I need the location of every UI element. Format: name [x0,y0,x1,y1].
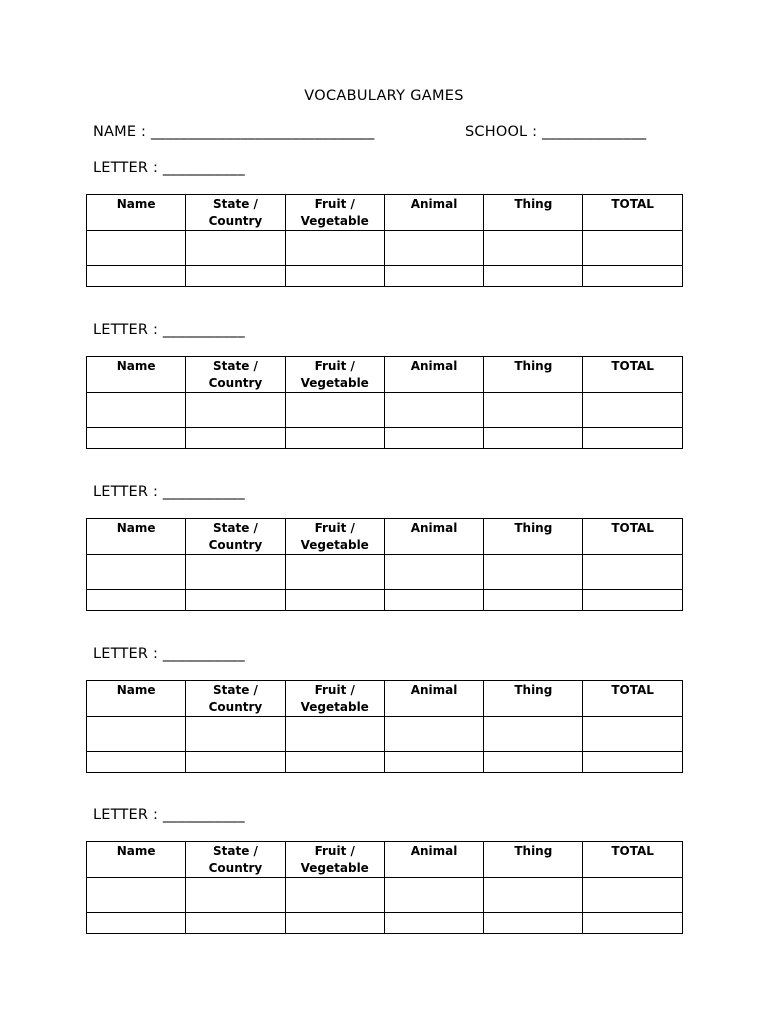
table-row [87,878,683,913]
answer-cell[interactable] [87,393,186,428]
column-header: TOTAL [583,519,682,555]
column-header: Name [87,357,186,393]
answer-cell[interactable] [87,590,186,611]
answer-cell[interactable] [186,913,285,934]
column-header: Name [87,195,186,231]
answer-cell[interactable] [285,428,384,449]
answer-cell[interactable] [583,428,682,449]
column-header: Fruit / Vegetable [285,519,384,555]
answer-cell[interactable] [87,555,186,590]
answer-cell[interactable] [484,266,583,287]
column-header: TOTAL [583,842,682,878]
answer-cell[interactable] [384,428,483,449]
answer-cell[interactable] [186,555,285,590]
column-header: Thing [484,357,583,393]
answer-cell[interactable] [87,913,186,934]
answer-cell[interactable] [186,231,285,266]
answer-cell[interactable] [583,913,682,934]
answer-cell[interactable] [484,878,583,913]
answer-cell[interactable] [384,266,483,287]
column-header: Animal [384,681,483,717]
answer-cell[interactable] [87,266,186,287]
column-header: TOTAL [583,681,682,717]
column-header: Thing [484,681,583,717]
column-header: Fruit / Vegetable [285,357,384,393]
answer-cell[interactable] [384,555,483,590]
column-header: Animal [384,195,483,231]
answer-cell[interactable] [484,717,583,752]
answer-cell[interactable] [87,231,186,266]
table-row [87,266,683,287]
answer-cell[interactable] [484,752,583,773]
letter-field-line[interactable]: LETTER : ___________ [93,322,245,338]
letter-field-line[interactable]: LETTER : ___________ [93,807,245,823]
answer-cell[interactable] [583,878,682,913]
column-header: Thing [484,842,583,878]
answer-cell[interactable] [583,393,682,428]
answer-cell[interactable] [583,231,682,266]
answer-cell[interactable] [583,555,682,590]
score-table [86,356,683,449]
answer-cell[interactable] [285,590,384,611]
column-header: State / Country [186,519,285,555]
score-table [86,518,683,611]
answer-cell[interactable] [285,231,384,266]
column-header: Name [87,842,186,878]
column-header: State / Country [186,842,285,878]
column-header: State / Country [186,357,285,393]
table-header-row [87,681,683,717]
column-header: TOTAL [583,357,682,393]
answer-cell[interactable] [87,428,186,449]
answer-cell[interactable] [285,393,384,428]
answer-cell[interactable] [384,393,483,428]
answer-cell[interactable] [384,717,483,752]
column-header: Name [87,519,186,555]
answer-cell[interactable] [186,752,285,773]
column-header: TOTAL [583,195,682,231]
letter-field-line[interactable]: LETTER : ___________ [93,160,245,176]
answer-cell[interactable] [285,913,384,934]
column-header: Animal [384,357,483,393]
answer-cell[interactable] [583,590,682,611]
column-header: Animal [384,519,483,555]
table-header-row [87,842,683,878]
answer-cell[interactable] [384,590,483,611]
answer-cell[interactable] [285,878,384,913]
column-header: State / Country [186,681,285,717]
answer-cell[interactable] [285,555,384,590]
table-header-row [87,357,683,393]
answer-cell[interactable] [285,717,384,752]
column-header: Thing [484,519,583,555]
column-header: Thing [484,195,583,231]
score-table [86,841,683,934]
answer-cell[interactable] [384,878,483,913]
column-header: Name [87,681,186,717]
letter-field-line[interactable]: LETTER : ___________ [93,484,245,500]
answer-cell[interactable] [186,590,285,611]
page-title: VOCABULARY GAMES [304,88,464,104]
answer-cell[interactable] [186,717,285,752]
answer-cell[interactable] [87,717,186,752]
answer-cell[interactable] [384,752,483,773]
table-header-row [87,195,683,231]
letter-field-line[interactable]: LETTER : ___________ [93,646,245,662]
answer-cell[interactable] [186,393,285,428]
table-row [87,913,683,934]
table-row [87,231,683,266]
answer-cell[interactable] [484,590,583,611]
column-header: Fruit / Vegetable [285,195,384,231]
answer-cell[interactable] [87,752,186,773]
answer-cell[interactable] [285,266,384,287]
answer-cell[interactable] [583,752,682,773]
answer-cell[interactable] [484,913,583,934]
answer-cell[interactable] [484,231,583,266]
table-row [87,752,683,773]
table-row [87,590,683,611]
answer-cell[interactable] [87,878,186,913]
answer-cell[interactable] [484,428,583,449]
column-header: Fruit / Vegetable [285,842,384,878]
column-header: Fruit / Vegetable [285,681,384,717]
table-header-row [87,519,683,555]
answer-cell[interactable] [285,752,384,773]
table-row [87,393,683,428]
table-row [87,555,683,590]
answer-cell[interactable] [583,266,682,287]
answer-cell[interactable] [484,393,583,428]
table-row [87,428,683,449]
answer-cell[interactable] [484,555,583,590]
score-table [86,194,683,287]
answer-cell[interactable] [186,878,285,913]
column-header: Animal [384,842,483,878]
column-header: State / Country [186,195,285,231]
answer-cell[interactable] [583,717,682,752]
answer-cell[interactable] [186,428,285,449]
name-field-line[interactable]: NAME : ______________________________ [93,124,375,140]
answer-cell[interactable] [384,913,483,934]
answer-cell[interactable] [186,266,285,287]
table-row [87,717,683,752]
score-table [86,680,683,773]
school-field-line[interactable]: SCHOOL : ______________ [465,124,647,140]
answer-cell[interactable] [384,231,483,266]
